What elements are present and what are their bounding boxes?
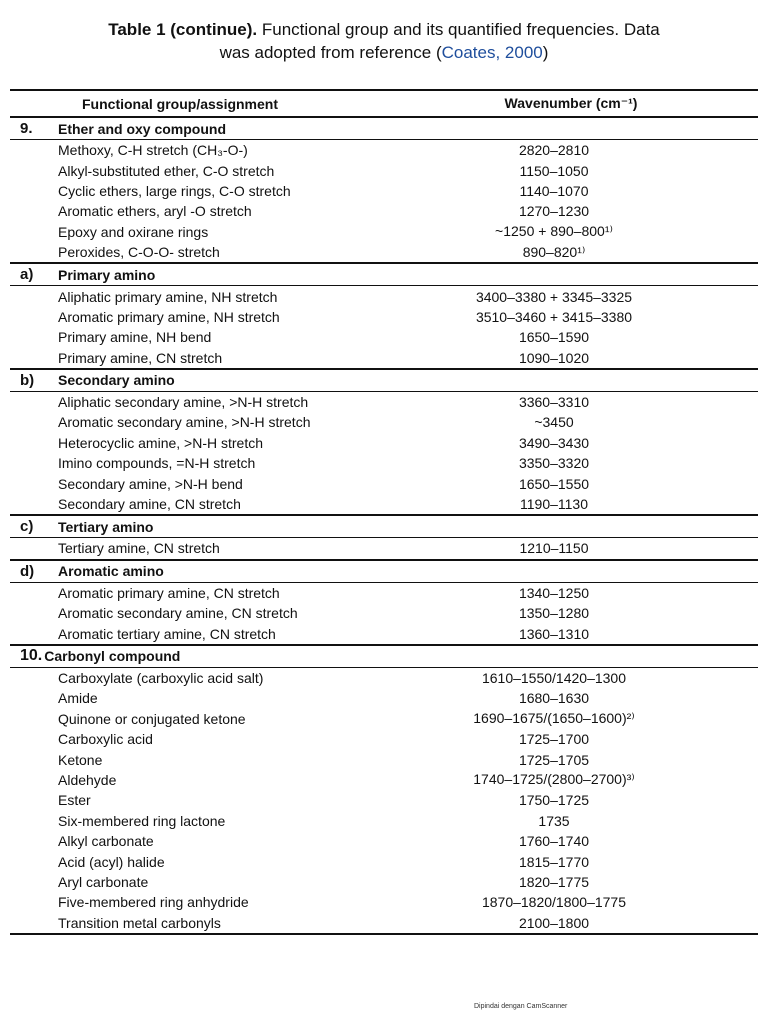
row-wavenumber: 1820–1775 bbox=[518, 873, 590, 890]
row-assignment: Aromatic primary amine, NH stretch bbox=[58, 308, 280, 325]
table-section bbox=[10, 516, 758, 560]
table-section bbox=[10, 370, 758, 516]
table-row bbox=[10, 709, 758, 729]
table-row bbox=[10, 242, 758, 262]
table-row bbox=[10, 790, 758, 810]
table-row bbox=[10, 583, 758, 603]
row-assignment: Peroxides, C-O-O- stretch bbox=[58, 244, 220, 261]
row-assignment: Ester bbox=[58, 792, 91, 809]
row-assignment: Aliphatic primary amine, NH stretch bbox=[58, 288, 278, 305]
row-assignment: Imino compounds, =N-H stretch bbox=[58, 455, 256, 472]
table-row bbox=[10, 892, 758, 912]
table-caption bbox=[0, 18, 768, 64]
table-section bbox=[10, 118, 758, 264]
row-wavenumber: 1870–1820/1800–1775 bbox=[481, 894, 627, 911]
row-assignment: Acid (acyl) halide bbox=[58, 853, 165, 870]
row-wavenumber: 1650–1590 bbox=[518, 329, 590, 346]
row-assignment: Primary amine, CN stretch bbox=[58, 349, 223, 366]
row-wavenumber: 1750–1725 bbox=[518, 792, 590, 809]
table-row bbox=[10, 348, 758, 368]
section-title bbox=[10, 370, 758, 392]
section-title bbox=[10, 516, 758, 538]
section-number: b) bbox=[20, 371, 35, 389]
row-assignment: Amide bbox=[58, 690, 98, 707]
section-title bbox=[10, 561, 758, 583]
table-row bbox=[10, 160, 758, 180]
table-row bbox=[10, 201, 758, 221]
table-row bbox=[10, 140, 758, 160]
section-number: d) bbox=[20, 562, 35, 580]
row-assignment: Aromatic primary amine, CN stretch bbox=[58, 584, 280, 601]
row-assignment: Heterocyclic amine, >N-H stretch bbox=[58, 434, 264, 451]
table-row bbox=[10, 538, 758, 558]
row-assignment: Six-membered ring lactone bbox=[58, 812, 226, 829]
row-wavenumber: 1090–1020 bbox=[518, 349, 590, 366]
row-assignment: Aromatic tertiary amine, CN stretch bbox=[58, 625, 276, 642]
table-row bbox=[10, 286, 758, 306]
row-assignment: Transition metal carbonyls bbox=[58, 914, 221, 931]
row-wavenumber: 1210–1150 bbox=[519, 540, 589, 557]
row-assignment: Tertiary amine, CN stretch bbox=[58, 540, 220, 557]
section-title-text: Primary amino bbox=[58, 266, 156, 283]
caption-close: ) bbox=[542, 43, 549, 62]
section-title-text: Ether and oxy compound bbox=[58, 120, 227, 137]
row-assignment: Methoxy, C-H stretch (CH₃-O-) bbox=[58, 142, 248, 159]
row-assignment: Primary amine, NH bend bbox=[58, 329, 212, 346]
row-wavenumber: 3400–3380 + 3345–3325 bbox=[475, 288, 633, 305]
header-wavenumber: Wavenumber (cm⁻¹) bbox=[504, 95, 638, 111]
table-section bbox=[10, 264, 758, 370]
row-wavenumber: ~1250 + 890–800¹⁾ bbox=[495, 223, 613, 240]
row-wavenumber: 3490–3430 bbox=[518, 434, 590, 451]
row-wavenumber: 1760–1740 bbox=[518, 833, 590, 850]
table-row bbox=[10, 494, 758, 514]
row-assignment: Aliphatic secondary amine, >N-H stretch bbox=[58, 394, 309, 411]
row-wavenumber: 1360–1310 bbox=[518, 625, 590, 642]
row-wavenumber: 1350–1280 bbox=[518, 605, 590, 622]
section-title-text: Aromatic amino bbox=[58, 563, 164, 580]
section-number: 9. bbox=[20, 120, 33, 137]
table-row bbox=[10, 412, 758, 432]
table-row bbox=[10, 453, 758, 473]
row-wavenumber: 1690–1675/(1650–1600)²⁾ bbox=[473, 710, 635, 727]
table-row bbox=[10, 181, 758, 201]
section-number: c) bbox=[20, 518, 34, 536]
row-assignment: Carboxylate (carboxylic acid salt) bbox=[58, 670, 264, 686]
table-row bbox=[10, 623, 758, 643]
row-wavenumber: 1725–1700 bbox=[518, 731, 590, 748]
table-row bbox=[10, 872, 758, 892]
row-wavenumber: 1610–1550/1420–1300 bbox=[481, 670, 627, 686]
table-row bbox=[10, 831, 758, 851]
row-wavenumber: 2100–1800 bbox=[518, 914, 590, 931]
row-wavenumber: 3360–3310 bbox=[518, 394, 590, 411]
table-row bbox=[10, 729, 758, 749]
row-wavenumber: 1150–1050 bbox=[519, 162, 589, 179]
row-assignment: Aromatic secondary amine, >N-H stretch bbox=[58, 414, 311, 431]
section-title bbox=[10, 118, 758, 140]
row-wavenumber: ~3450 bbox=[534, 414, 574, 431]
caption-label: Table 1 (continue). bbox=[108, 20, 258, 39]
row-wavenumber: 1815–1770 bbox=[518, 853, 590, 870]
table-section bbox=[10, 646, 758, 933]
section-title-text: Tertiary amino bbox=[58, 518, 154, 535]
row-assignment: Aldehyde bbox=[58, 771, 117, 788]
table-row bbox=[10, 222, 758, 242]
table-row bbox=[10, 433, 758, 453]
row-assignment: Aryl carbonate bbox=[58, 873, 149, 890]
row-wavenumber: 890–820¹⁾ bbox=[522, 243, 586, 260]
row-wavenumber: 1190–1130 bbox=[520, 496, 588, 513]
table-row bbox=[10, 851, 758, 871]
table-row bbox=[10, 811, 758, 831]
caption-reference-link[interactable]: Coates, 2000 bbox=[441, 43, 543, 62]
section-title-text: Carbonyl compound bbox=[44, 648, 181, 665]
section-title bbox=[10, 264, 758, 286]
table-row bbox=[10, 473, 758, 493]
row-wavenumber: 1735 bbox=[538, 812, 570, 829]
row-wavenumber: 1270–1230 bbox=[518, 203, 590, 220]
table-header bbox=[10, 91, 758, 118]
row-assignment: Carboxylic acid bbox=[58, 731, 153, 748]
table-row bbox=[10, 749, 758, 769]
table-row bbox=[10, 327, 758, 347]
table-body bbox=[10, 118, 758, 933]
table-row bbox=[10, 392, 758, 412]
caption-text: Functional group and its quantified frequencies. Data bbox=[257, 20, 660, 39]
section-number: a) bbox=[20, 266, 34, 284]
row-assignment: Secondary amine, CN stretch bbox=[58, 496, 241, 513]
row-wavenumber: 1680–1630 bbox=[518, 690, 590, 707]
row-assignment: Quinone or conjugated ketone bbox=[58, 710, 246, 727]
row-wavenumber: 1140–1070 bbox=[519, 182, 589, 199]
row-assignment: Ketone bbox=[58, 751, 103, 768]
section-title bbox=[10, 646, 758, 668]
row-assignment: Cyclic ethers, large rings, C-O stretch bbox=[58, 182, 291, 199]
scanner-footer: Dipindai dengan CamScanner bbox=[474, 1003, 568, 1010]
frequency-table bbox=[10, 89, 758, 935]
row-wavenumber: 2820–2810 bbox=[518, 142, 590, 159]
table-row bbox=[10, 603, 758, 623]
header-functional-group: Functional group/assignment bbox=[82, 95, 279, 112]
row-wavenumber: 1650–1550 bbox=[518, 475, 590, 492]
row-wavenumber: 3510–3460 + 3415–3380 bbox=[475, 308, 633, 325]
row-wavenumber: 3350–3320 bbox=[518, 455, 590, 472]
table-row bbox=[10, 688, 758, 708]
table-row bbox=[10, 668, 758, 688]
row-wavenumber: 1740–1725/(2800–2700)³⁾ bbox=[473, 771, 635, 788]
section-number: 10. bbox=[20, 647, 43, 665]
row-assignment: Aromatic secondary amine, CN stretch bbox=[58, 605, 298, 622]
row-assignment: Secondary amine, >N-H bend bbox=[58, 475, 243, 492]
caption-text-2: was adopted from reference ( bbox=[219, 43, 442, 62]
row-assignment: Aromatic ethers, aryl -O stretch bbox=[58, 203, 252, 220]
row-wavenumber: 1340–1250 bbox=[518, 584, 590, 601]
table-row bbox=[10, 770, 758, 790]
row-assignment: Epoxy and oxirane rings bbox=[58, 223, 209, 240]
section-title-text: Secondary amino bbox=[58, 372, 175, 389]
table-section bbox=[10, 561, 758, 646]
row-assignment: Alkyl carbonate bbox=[58, 833, 154, 850]
row-wavenumber: 1725–1705 bbox=[518, 751, 590, 768]
table-row bbox=[10, 307, 758, 327]
row-assignment: Five-membered ring anhydride bbox=[58, 894, 249, 911]
row-assignment: Alkyl-substituted ether, C-O stretch bbox=[58, 162, 275, 179]
table-row bbox=[10, 913, 758, 933]
